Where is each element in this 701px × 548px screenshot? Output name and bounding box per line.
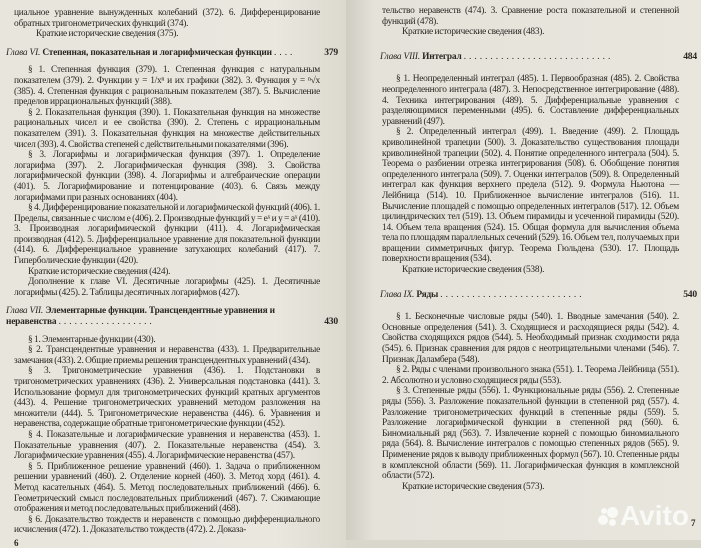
leader-dots: .................. — [58, 317, 155, 328]
section: § 3. Степенные ряды (556). 1. Функциональные ряды (556). 2. Степенные ряды (556). 3. Разложение показательной функции в степенной ряд (557). 4. Разложение тригонометрических функций в степенные ряды (559). 5. Разложение логарифмической функции в степенной ряд (560). 6. Биномиальный ряд (563). 7. Извлечение корней с помощью биномиального ряда (564). 8. Вычисление интегралов с помощью степенных рядов (565). 9. Применение рядов к выводу приближенных формул (567). 10. Степенные ряды в комплексной области (569). 11. Логарифмическая функция в комплексной области (572). — [382, 386, 679, 482]
chapter-label: Глава IX. — [380, 289, 415, 300]
section: § 5. Приближенное решение уравнений (460). 1. Задача о приближенном решении уравнений (460). 2. Отделение корней (460). 3. Метод хорд (461). 4. Метод касательных (464). 5. Метод последовательных приближений (466). 6. Геометрический смысл последовательных приближений (467). 7. Сжимающие отображения и метод последовательных приближений (468). — [14, 461, 320, 515]
section: § 2. Ряды с членами произвольного знака (551). 1. Теорема Лейбница (551). 2. Абсолютно и условно сходящиеся ряды (553). — [382, 365, 679, 386]
chapter-title: Интеграл — [422, 51, 462, 62]
chapter-9-heading-text — [380, 290, 675, 301]
section: § 1. Элементарные функции (430). — [28, 334, 156, 345]
leader-dots: .... — [274, 47, 296, 58]
section: Краткие исторические сведения (424). — [28, 266, 171, 277]
chapter-8-heading[interactable] — [380, 50, 697, 63]
section: § 4. Показательные и логарифмические уравнения и неравенства (453). 1. Показательные уравнения (407). 2. Показательные неравенства (454). 3. Логарифмические уравнения (455). 4. Логарифмические неравенства (457). — [14, 429, 320, 462]
chapter-label: Глава VII. — [6, 306, 44, 317]
chapter-8-contents — [382, 74, 679, 275]
chapter-9-contents — [382, 312, 679, 492]
chapter-title: Элементарные функции. Трансцендентные уравнения и неравенства — [6, 306, 275, 328]
section: § 1. Неопределенный интеграл (485). 1. Первообразная (485). 2. Свойства неопределенного интеграла (487). 3. Непосредственное интегрирование (488). 4. Техника интегрирования (489). 5. Дифференциальные уравнения с разделяющимися переменными (495). 6. Составление дифференциальных уравнений (497). — [382, 74, 679, 127]
avito-watermark — [598, 500, 689, 532]
section: Дополнение к главе VI. Десятичные логарифмы (425). 1. Десятичные логарифмы (425). 2. Таблицы десятичных логарифмов (427). — [14, 277, 320, 298]
section: Краткие исторические сведения (573). — [402, 481, 545, 492]
chapter-6-page: 379 — [324, 46, 338, 58]
section: Краткие исторические сведения (538). — [402, 265, 545, 276]
section: § 1. Степенная функция (379). 1. Степенная функция с натуральным показателем (379). 2. Функции y = 1/xⁿ и их графики (382). 3. Функция y = ⁿ√x (385). 4. Степенная функция с рациональным показателем (387). 5. Вычисление пределов иррациональных функций (388). — [14, 65, 320, 108]
chapter-7-page: 430 — [324, 316, 338, 328]
chapter-6-heading-text — [6, 48, 316, 59]
avito-logo-icon — [598, 507, 618, 527]
leader-dots: ............................ — [463, 51, 614, 62]
chapter-title: Ряды — [416, 289, 439, 300]
left-page — [0, 0, 346, 548]
chapter-6-heading[interactable] — [6, 46, 338, 59]
chapter-9-heading[interactable] — [380, 288, 697, 301]
chapter-7-contents — [14, 335, 320, 536]
paragraph: Краткие исторические сведения (483). — [402, 27, 545, 38]
avito-watermark-text: Avito — [620, 500, 689, 531]
chapter-title: Степенная, показательная и логарифмическая функции — [42, 47, 272, 58]
chapter-7-heading[interactable] — [6, 306, 338, 328]
chapter-label: Глава VIII. — [380, 51, 420, 62]
section: § 1. Бесконечные числовые ряды (540). 1. Вводные замечания (540). 2. Основные определения (541). 3. Сходящиеся и расходящиеся ряды (542). 4. Свойства сходящихся рядов (544). 5. Необходимый признак сходимости ряда (545). 6. Признак сравнения для рядов с неотрицательными членами (546). 7. Признак Даламбера (548). — [382, 312, 679, 365]
chapter-7-heading-text — [6, 306, 316, 327]
section: § 2. Определенный интеграл (499). 1. Введение (499). 2. Площадь криволинейной трапеции (500). 3. Доказательство существования площади криволинейной трапеции (502). 4. Понятие определенного интеграла (504). 5. Теорема о разбиении отрезка интегрирования (508). 6. Обобщение понятия определенного интеграла (509). 7. Оценки интегралов (509). 8. Определенный интеграл как функция верхнего предела (512). 9. Формула Ньютона — Лейбница (514). 10. Приближенное вычисление интегралов (516). 11. Вычисление площадей с помощью определенных интегралов (517). 12. Объем цилиндрических тел (519). 13. Объем пирамиды и усеченной пирамиды (520). 14. Объем тела вращения (524). 15. Общая формула для вычисления объема тела по площадям параллельных сечений (529). 16. Объем тел, получаемых при вращении симметричных фигур. Теорема Гюльдена (530). 17. Площадь поверхности вращения (534). — [382, 127, 679, 265]
paragraph: Краткие исторические сведения (375). — [36, 29, 179, 40]
section: § 2. Показательная функция (390). 1. Показательная функция на множестве рациональных чисел и ее свойства (390). 2. Степень с иррациональным показателем (391). 3. Показательная функция на множестве действительных чисел (393). 4. Свойства степеней с действительными показателями (396). — [14, 107, 320, 150]
left-top-text — [14, 8, 320, 40]
chapter-8-heading-text — [380, 52, 675, 63]
paragraph: циальное уравнение вынужденных колебаний (372). 6. Дифференцирование обратных тригонометрических функций (374). — [14, 8, 320, 29]
right-top-text — [382, 6, 679, 38]
chapter-8-page: 484 — [683, 50, 697, 62]
chapter-9-page: 540 — [683, 288, 697, 300]
page-number: 6 — [14, 537, 19, 548]
section: § 6. Доказательство тождеств и неравенств с помощью дифференциального исчисления (472). 1. Доказательство тождеств (472). 2. Доказа- — [14, 514, 320, 536]
section: § 4. Дифференцирование показательной и логарифмической функций (406). 1. Пределы, связанные с числом e (406). 2. Производные функций y = eˣ и y = aˣ (410). 3. Производная логарифмической функции (411). 4. Логарифмическая производная (412). 5. Дифференциальное уравнение для показательной функции (414). 6. Дифференциальное уравнение затухающих колебаний (417). 7. Гиперболические функции (420). — [14, 203, 320, 267]
section: § 3. Логарифмы и логарифмическая функция (397). 1. Определение логарифма (397). 2. Логарифмическая функция (398). 3. Свойства логарифмической функции (398). 4. Логарифмы и алгебраические операции (401). 5. Логарифмирование и потенцирование (403). 6. Связь между логарифмами при разных основаниях (404). — [14, 150, 320, 203]
chapter-label: Глава VI. — [6, 47, 41, 58]
paragraph: тельство неравенств (474). 3. Сравнение роста показательной и степенной функций (478). — [382, 6, 679, 27]
page-number: 7 — [691, 518, 696, 528]
section: § 2. Трансцендентные уравнения и неравенства (433). 1. Предварительные замечания (433). 2. Общие приемы решения трансцендентных уравнений (434). — [14, 345, 320, 366]
chapter-6-contents — [14, 65, 320, 298]
right-page — [346, 0, 701, 540]
section: § 3. Тригонометрические уравнения (436). 1. Подстановки в тригонометрических уравнениях (436). 2. Универсальная подстановка (441). 3. Использование формул для тригонометрических функций кратных аргументов (443). 4. Решение тригонометрических уравнений методом разложения на множители (444). 5. Тригонометрические неравенства (446). 6. Уравнения и неравенства, содержащие обратные тригонометрические функции (452). — [14, 366, 320, 430]
leader-dots: ........................... — [440, 289, 585, 300]
